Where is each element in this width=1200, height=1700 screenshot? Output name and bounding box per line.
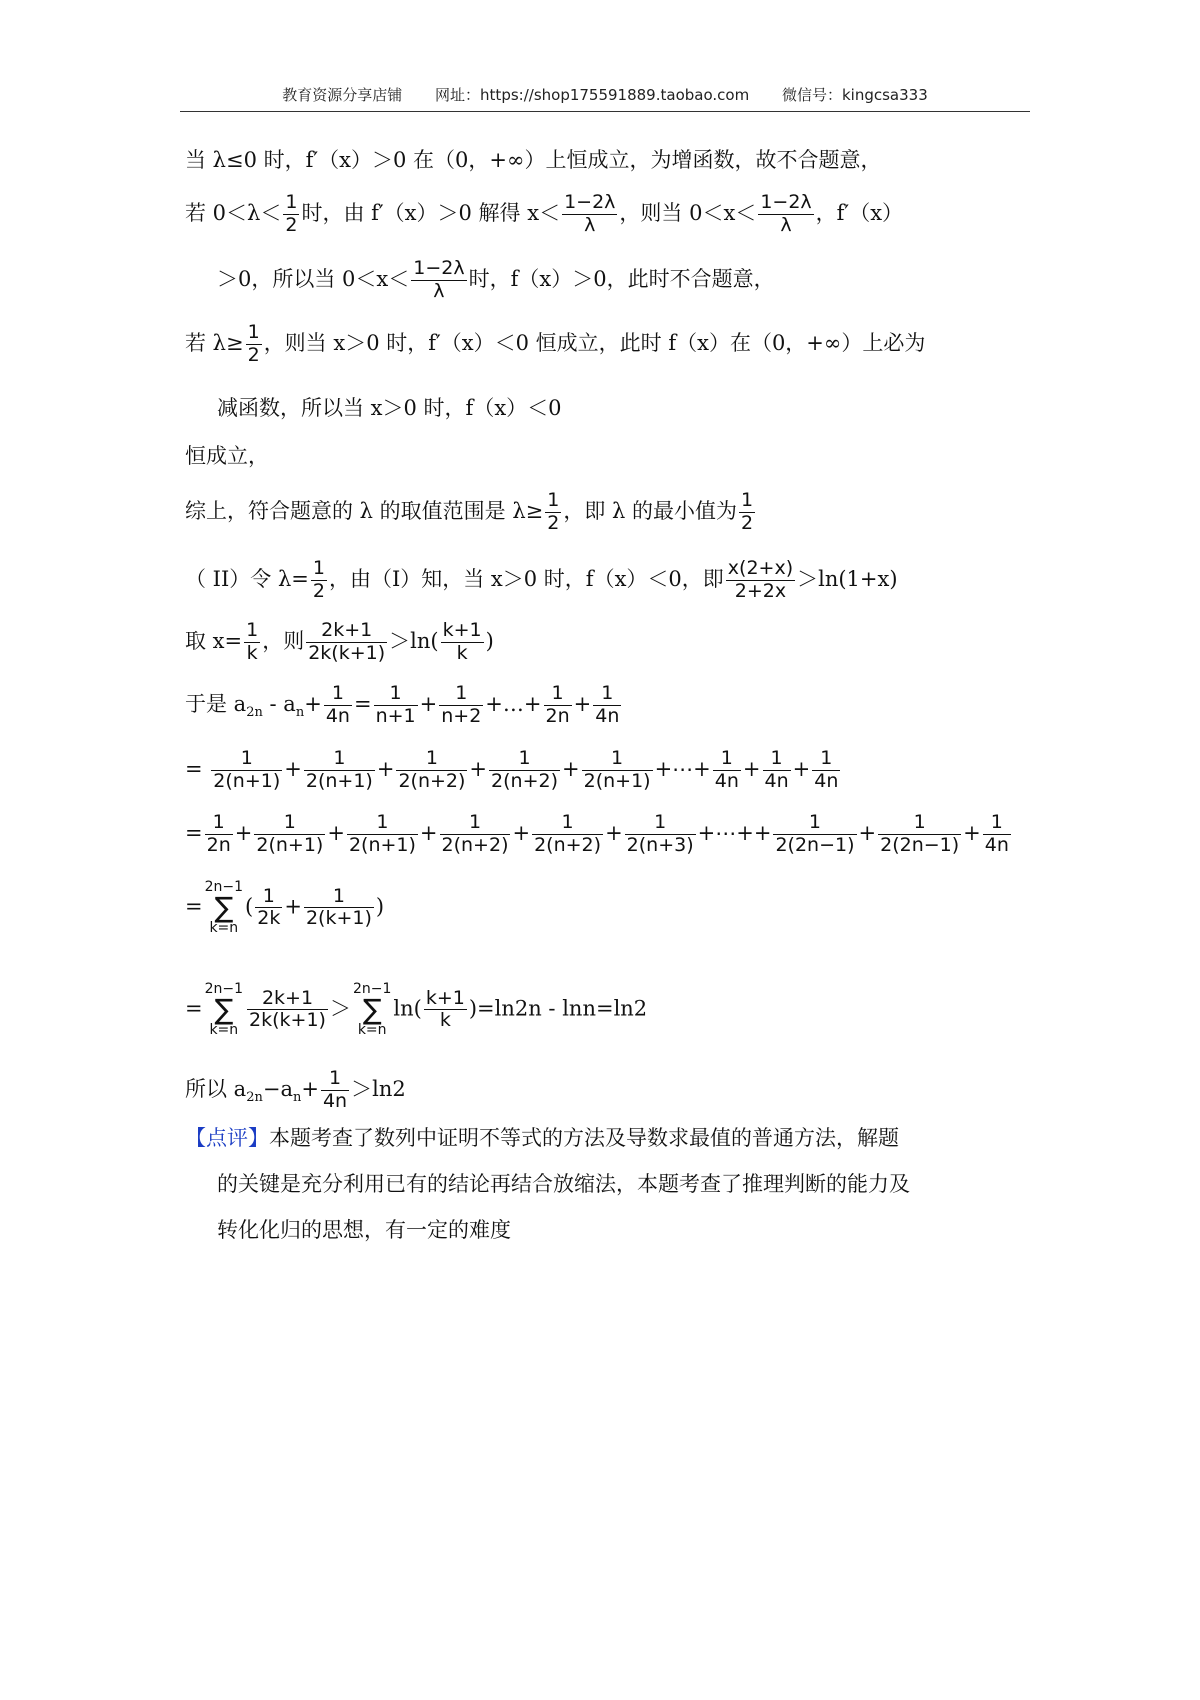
numerator: 1 [763,748,791,771]
denominator: 2 [312,579,325,602]
numerator: 1 [211,748,282,771]
text-line-3 [217,258,775,303]
text-span: + [304,691,322,716]
text-span: 时，由 f′（x）＞0 解得 x＜ [301,200,561,225]
shop-name: 教育资源分享店铺 [282,86,403,104]
text-span: ＞0，所以当 0＜x＜ [217,266,410,291]
summation [205,982,243,1038]
fraction [324,683,352,728]
fraction [582,748,653,793]
comment-tag: 【点评】 [185,1126,269,1150]
text-span: ，则当 0＜x＜ [619,200,757,225]
text-span: = [185,996,203,1021]
fraction [304,748,375,793]
denominator: 2(n+2) [491,769,558,792]
text-line-6: 恒成立， [185,444,269,468]
text-line-10 [185,683,623,728]
text-span: + [284,894,302,919]
text-line-4 [185,322,925,367]
denominator: 2(2n−1) [880,833,960,856]
text-span: ) [485,628,494,653]
summation [353,982,391,1038]
numerator: 1 [713,748,741,771]
denominator: 2 [247,343,260,366]
denominator: 2(k+1) [305,907,372,930]
fraction [205,812,233,857]
fraction [283,192,299,237]
wechat-id: 微信号：kingcsa333 [781,86,928,104]
numerator: x(2+x) [727,557,794,579]
text-line-12: = $\frac{1}{2n}$ + $\frac{1}{2(n+1)}$ + $\frac{1}{2(n+1)}$ + $\frac{1}{2(n+2)}$ + $\frac{1}{2(n+2)}$ + $\frac{1}{2(n+3)}$ +⋯++ $\frac{1}{2(2n-1)}$ + $\frac{1}{2(2n-1)}$ + $\frac{1}{4n}$ [185,811,1009,856]
numerator: 1 [547,489,560,511]
denominator: 4n [764,769,789,792]
sum-lower-limit: k=n [209,919,239,936]
subscript: 2n [246,1090,263,1106]
denominator: 4n [814,769,839,792]
numerator: 1 [312,557,325,579]
numerator: 1 [324,683,352,706]
numerator: 1 [347,812,418,835]
comment-line-1 [185,1128,899,1149]
denominator: 2(n+2) [398,769,466,792]
sum-upper-limit: 2n−1 [204,879,244,895]
text-span: +…+ [485,691,542,716]
fraction [758,192,813,237]
numerator: 1 [304,748,375,771]
fraction [878,812,961,857]
numerator: 2k+1 [306,620,387,643]
text-span: 时，f（x）＞0，此时不合题意， [468,266,775,291]
text-line-2 [185,192,903,237]
text-line-8 [185,558,898,603]
denominator: 2(n+1) [305,769,373,792]
sum-lower-limit: k=n [357,1021,387,1038]
denominator: 2(n+1) [256,833,324,856]
text-span: 所以 a [185,1076,247,1101]
numerator: 1 [625,812,696,835]
text-span: + [301,1076,319,1101]
fraction [396,748,467,793]
fraction [544,683,572,728]
subscript: 2n [246,705,263,721]
text-span: ln( [393,996,422,1021]
text-span: （ II）令 λ= [185,566,309,591]
text-span: −a [262,1076,293,1101]
numerator: 1 [593,683,621,706]
numerator: 1 [247,321,260,343]
text-span: ＞ln( [389,628,439,653]
text-span: ，则 [262,628,305,653]
numerator: 1 [205,812,233,835]
text-span: = [353,691,372,716]
fraction [713,748,741,793]
denominator: 2 [547,511,560,534]
fraction [254,812,325,857]
numerator: k+1 [425,986,465,1009]
subscript: n [292,1090,302,1106]
fraction [246,322,262,367]
numerator: 1−2λ [564,191,616,213]
denominator: 2n [545,704,570,727]
denominator: k [456,641,468,664]
numerator: 1 [254,812,325,835]
text-span: ，由（I）知，当 x＞0 时，f（x）＜0，即 [328,566,724,591]
fraction [593,683,621,728]
text-span: +⋯++ [697,820,772,845]
text-span: ＞ [329,996,351,1021]
sigma-symbol: ∑ [214,891,234,925]
text-span: ＞ln2 [351,1076,406,1101]
numerator: 1 [773,812,856,835]
denominator: 4n [322,1089,348,1112]
denominator: 2(n+1) [348,833,416,856]
fraction [211,748,282,793]
text-span: ＞ln(1+x) [797,566,898,591]
numerator: 1 [983,812,1011,835]
numerator: 1 [812,748,840,771]
text-span: - a [262,691,296,716]
text-span: ，f′（x） [815,200,904,225]
text-line-11: = $\frac{1}{2(n+1)}$ + $\frac{1}{2(n+1)}$ + $\frac{1}{2(n+2)}$ + $\frac{1}{2(n+2)}$ + $\frac{1}{2(n+1)}$ +⋯+ $\frac{1}{4n}$ + $\frac{1}{4n}$ + $\frac{1}{4n}$ [185,747,839,792]
subscript: n [295,705,305,721]
denominator: λ [584,213,596,236]
denominator: 2 [741,511,754,534]
fraction [424,988,467,1033]
text-span: ，则当 x＞0 时，f′（x）＜0 恒成立，此时 f（x）在（0，+∞）上必为 [263,330,926,355]
sigma-symbol: ∑ [214,993,234,1027]
denominator: 4n [595,704,620,727]
numerator: 1 [878,812,961,835]
fraction [739,490,755,535]
numerator: 1 [544,683,572,706]
fraction [489,748,560,793]
fraction [983,812,1011,857]
fraction [440,812,511,857]
text-span: 若 0＜λ＜ [185,200,282,225]
denominator: 2(n+1) [213,769,281,792]
text-span: 若 λ≥ [185,330,244,355]
numerator: 1 [440,812,511,835]
fraction [321,1068,349,1113]
numerator: 1 [246,619,259,641]
sum-lower-limit: k=n [209,1021,239,1038]
numerator: 1 [321,1068,349,1091]
text-span: + [573,691,592,716]
denominator: 2 [285,213,298,236]
denominator: n+1 [375,704,416,727]
denominator: k [439,1009,451,1032]
numerator: 1 [741,489,754,511]
text-span: + [419,691,438,716]
denominator: 2n [206,833,231,856]
text-span: ( [245,894,254,919]
numerator: 1−2λ [760,191,812,213]
comment-text: 本题考查了数列中证明不等式的方法及导数求最值的普通方法，解题 [269,1126,899,1150]
text-span: 综上，符合题意的 λ 的取值范围是 λ≥ [185,498,544,523]
text-span: ) [375,894,385,919]
text-span: = [185,820,203,845]
denominator: n+2 [441,704,482,727]
text-span: = [185,756,203,781]
comment-line-2: 的关键是充分利用已有的结论再结合放缩法，本题考查了推理判断的能力及 [217,1172,910,1196]
fraction [304,886,374,931]
text-line-1: 当 λ≤0 时，f′（x）＞0 在（0，+∞）上恒成立，为增函数，故不合题意， [185,148,882,172]
comment-line-3: 转化化归的思想，有一定的难度 [217,1218,511,1242]
numerator: 1 [374,683,418,706]
fraction [763,748,791,793]
denominator: λ [780,213,792,236]
denominator: 2k(k+1) [249,1009,326,1032]
text-span: +⋯+ [654,756,711,781]
numerator: 1 [396,748,467,771]
text-line-9 [185,620,494,665]
numerator: 1 [304,886,374,909]
denominator: 4n [714,769,739,792]
text-line-7 [185,490,757,535]
page-header [180,84,1030,105]
fraction [625,812,696,857]
fraction [311,558,327,603]
numerator: 1−2λ [413,257,465,279]
text-line-14 [185,982,647,1038]
denominator: 2k(k+1) [308,641,386,664]
fraction [306,620,387,665]
fraction [255,886,282,931]
shop-url: 网址：https://shop175591889.taobao.com [435,86,750,104]
denominator: 2(2n−1) [775,833,855,856]
header-divider [180,111,1030,112]
sigma-symbol: ∑ [362,993,382,1027]
denominator: 4n [984,833,1009,856]
text-span: 取 x= [185,628,243,653]
text-span: 于是 a [185,691,247,716]
denominator: λ [433,279,445,302]
denominator: 4n [325,704,350,727]
fraction [411,258,466,303]
numerator: 1 [285,191,298,213]
summation [205,880,243,936]
fraction [439,683,483,728]
fraction [812,748,840,793]
numerator: 1 [532,812,603,835]
numerator: 1 [439,683,483,706]
fraction [532,812,603,857]
fraction [244,620,260,665]
fraction [441,620,484,665]
denominator: 2(n+2) [441,833,509,856]
text-span: ，即 λ 的最小值为 [563,498,738,523]
fraction [562,192,617,237]
fraction [347,812,418,857]
denominator: 2+2x [734,579,787,602]
denominator: 2k [257,907,281,930]
fraction [726,558,795,603]
fraction [773,812,856,857]
numerator: 1 [582,748,653,771]
text-span: = [185,894,203,919]
text-span: )=ln2n - lnn=ln2 [468,996,648,1021]
sum-upper-limit: 2n−1 [204,981,244,997]
numerator: 2k+1 [247,988,328,1011]
text-line-5: 减函数，所以当 x＞0 时，f（x）＜0 [217,396,562,420]
denominator: 2(n+1) [583,769,651,792]
fraction [545,490,561,535]
text-line-15 [185,1068,406,1113]
numerator: 1 [255,886,282,909]
sum-upper-limit: 2n−1 [352,981,392,997]
denominator: 2(n+3) [626,833,694,856]
fraction [247,988,328,1033]
text-line-13 [185,880,384,936]
fraction [374,683,418,728]
numerator: k+1 [442,619,482,641]
denominator: 2(n+2) [534,833,602,856]
denominator: k [246,641,258,664]
numerator: 1 [489,748,560,771]
